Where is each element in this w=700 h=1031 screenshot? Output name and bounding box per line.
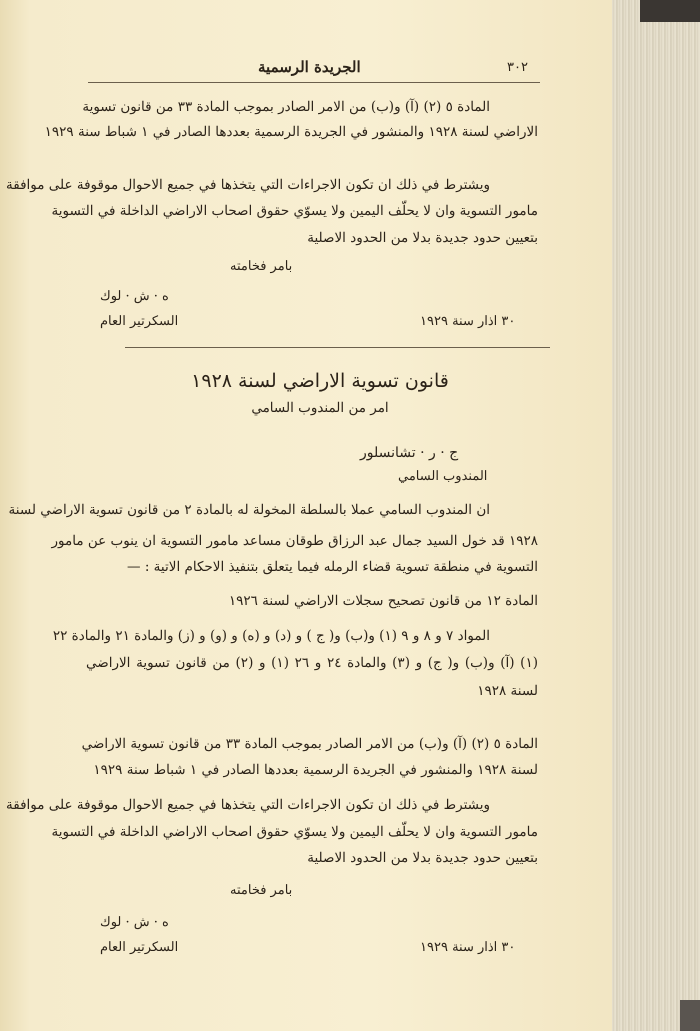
signatory: ه · ش · لوك xyxy=(100,289,169,304)
text-line: ويشترط في ذلك ان تكون الاجراءات التي يتخذها في جميع الاحوال موقوفة على موافقة xyxy=(6,177,490,193)
text-line: المادة ٥ (٢) (آ) و(ب) من الامر الصادر بموجب المادة ٣٣ من قانون تسوية xyxy=(82,99,490,115)
text-line: بتعيين حدود جديدة بدلا من الحدود الاصلية xyxy=(307,850,538,866)
text-line: مامور التسوية وان لا يحلّف اليمين ولا يسوّي حقوق اصحاب الاراضي الداخلة في التسوية xyxy=(51,824,538,840)
background-corner xyxy=(640,0,700,22)
issuer: ج · ر · تشانسلور xyxy=(360,445,459,461)
text-line: ويشترط في ذلك ان تكون الاجراءات التي يتخذها في جميع الاحوال موقوفة على موافقة xyxy=(6,797,490,813)
header-rule xyxy=(88,82,540,83)
background-corner-bottom xyxy=(680,1000,700,1031)
section-subtitle: امر من المندوب السامي xyxy=(251,400,389,416)
page-edges xyxy=(612,0,700,1031)
page-number: ٣٠٢ xyxy=(507,60,528,75)
text-line: لسنة ١٩٢٨ والمنشور في الجريدة الرسمية بعددها الصادر في ١ شباط سنة ١٩٢٩ xyxy=(93,762,538,778)
running-header-title: الجريدة الرسمية xyxy=(258,58,361,76)
signatory: ه · ش · لوك xyxy=(100,915,169,930)
text-line: المواد ٧ و ٨ و ٩ (١) و(ب) و( ج ) و (د) و (ه) و (و) و (ز) والمادة ٢١ والمادة ٢٢ xyxy=(52,628,490,644)
signatory-title: السكرتير العام xyxy=(100,940,179,955)
text-line: المادة ١٢ من قانون تصحيح سجلات الاراضي لسنة ١٩٢٦ xyxy=(228,593,538,609)
by-order: بامر فخامته xyxy=(230,883,293,898)
text-line: (١) (آ) و(ب) و( ج) و (٣) والمادة ٢٤ و ٢٦ (١) و (٢) من قانون تسوية الاراضي xyxy=(86,655,538,671)
text-line: الاراضي لسنة ١٩٢٨ والمنشور في الجريدة الرسمية بعددها الصادر في ١ شباط سنة ١٩٢٩ xyxy=(44,124,538,140)
by-order: بامر فخامته xyxy=(230,259,293,274)
issuer-title: المندوب السامي xyxy=(398,469,488,484)
text-line: ١٩٢٨ قد خول السيد جمال عبد الرزاق طوقان مساعد مامور التسوية ان ينوب عن مامور xyxy=(51,533,538,549)
text-line: التسوية في منطقة تسوية قضاء الرمله فيما يتعلق بتنفيذ الاحكام الاتية : — xyxy=(127,559,538,575)
date: ٣٠ اذار سنة ١٩٢٩ xyxy=(420,940,516,955)
date: ٣٠ اذار سنة ١٩٢٩ xyxy=(420,314,516,329)
text-line: ان المندوب السامي عملا بالسلطة المخولة له بالمادة ٢ من قانون تسوية الاراضي لسنة xyxy=(8,502,490,518)
text-line: مامور التسوية وان لا يحلّف اليمين ولا يسوّي حقوق اصحاب الاراضي الداخلة في التسوية xyxy=(51,203,538,219)
signatory-title: السكرتير العام xyxy=(100,314,179,329)
section-rule xyxy=(125,347,550,348)
text-line: المادة ٥ (٢) (آ) و(ب) من الامر الصادر بموجب المادة ٣٣ من قانون تسوية الاراضي xyxy=(81,736,538,752)
text-line: بتعيين حدود جديدة بدلا من الحدود الاصلية xyxy=(307,230,538,246)
section-title: قانون تسوية الاراضي لسنة ١٩٢٨ xyxy=(191,370,449,392)
text-line: لسنة ١٩٢٨ xyxy=(477,683,538,699)
